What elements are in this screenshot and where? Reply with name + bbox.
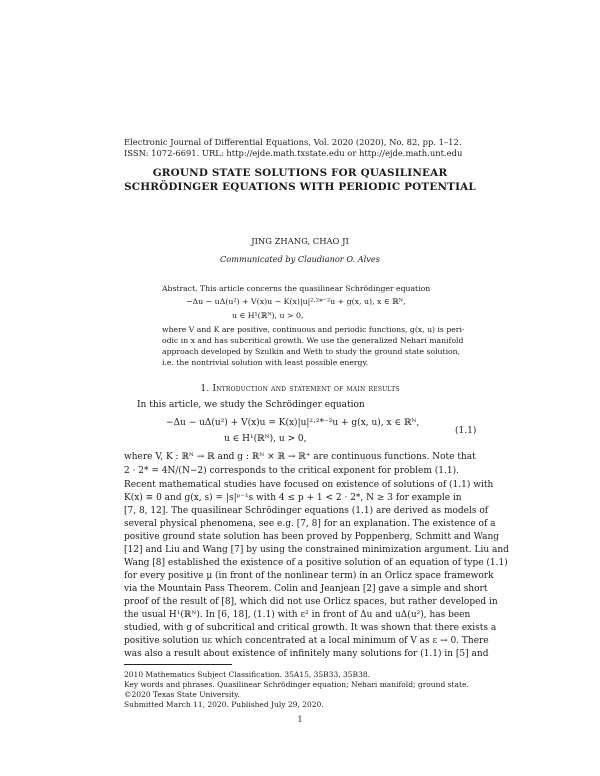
page-number: 1 xyxy=(297,715,303,724)
paper-title-line-2: SCHRÖDINGER EQUATIONS WITH PERIODIC POTENTIAL xyxy=(124,181,476,193)
abstract-line: approach developed by Szulkin and Weth to study the ground state solution, xyxy=(162,347,461,356)
body-line: [7, 8, 12]. The quasilinear Schrödinger equations (1.1) are derived as models of xyxy=(124,506,489,516)
body-line: positive solution uε which concentrated at a local minimum of V as ε → 0. There xyxy=(124,636,489,646)
intro-sentence: In this article, we study the Schrödinger equation xyxy=(137,400,365,410)
body-line: via the Mountain Pass Theorem. Colin and Jeanjean [2] gave a simple and short xyxy=(124,584,488,594)
journal-line: Electronic Journal of Differential Equations, Vol. 2020 (2020), No. 82, pp. 1–12. xyxy=(124,137,462,147)
equation-number: (1.1) xyxy=(455,426,477,436)
abstract-line: odic in x and has subcritical growth. We use the generalized Nehari manifold xyxy=(162,336,464,345)
footnote-msc: 2010 Mathematics Subject Classification. 35A15, 35B33, 35B38. xyxy=(124,670,370,679)
abstract-equation-line-2: u ∈ H¹(ℝᴺ), u > 0, xyxy=(232,311,304,320)
abstract-line: where V and K are positive, continuous and periodic functions, g(x, u) is peri- xyxy=(162,325,465,334)
equation-1-1-line-2: u ∈ H¹(ℝᴺ), u > 0, xyxy=(224,434,307,444)
body-line: several physical phenomena, see e.g. [7, 8] for an explanation. The existence of a xyxy=(124,519,496,529)
body-line: where V, K : ℝᴺ → ℝ and g : ℝᴺ × ℝ → ℝ⁺ are continuous functions. Note that xyxy=(124,452,476,462)
body-line: Recent mathematical studies have focused on existence of solutions of (1.1) with xyxy=(124,480,494,490)
body-line: [12] and Liu and Wang [7] by using the constrained minimization argument. Liu and xyxy=(124,545,509,555)
footnote-rule xyxy=(124,664,232,665)
body-line: studied, with g of subcritical and critical growth. It was shown that there exists a xyxy=(124,623,497,633)
authors: JING ZHANG, CHAO JI xyxy=(251,236,349,246)
body-line: Wang [8] established the existence of a positive solution of an equation of type (1.1) xyxy=(124,558,508,568)
footnote-keywords: Key words and phrases. Quasilinear Schrödinger equation; Nehari manifold; ground state. xyxy=(124,680,469,689)
body-line: was also a result about existence of infinitely many solutions for (1.1) in [5] and xyxy=(124,649,489,659)
paper-title-line-1: GROUND STATE SOLUTIONS FOR QUASILINEAR xyxy=(152,167,448,179)
body-line: for every positive μ (in front of the nonlinear term) in an Orlicz space framework xyxy=(124,571,494,581)
footnote-copyright: ©2020 Texas State University. xyxy=(124,690,240,699)
abstract-equation-line-1: −Δu − uΔ(u²) + V(x)u − K(x)|u|²·²*⁻²u + g(x, u), x ∈ ℝᴺ, xyxy=(186,297,406,306)
body-line: 2 · 2* = 4N/(N−2) corresponds to the critical exponent for problem (1.1). xyxy=(124,466,459,476)
body-line: K(x) ≡ 0 and g(x, s) = |s|ᵖ⁻¹s with 4 ≤ p + 1 < 2 · 2*, N ≥ 3 for example in xyxy=(124,493,462,503)
communicated-by: Communicated by Claudianor O. Alves xyxy=(220,254,380,264)
abstract-intro: Abstract. This article concerns the quasilinear Schrödinger equation xyxy=(162,284,431,293)
body-line: the usual H¹(ℝᴺ). In [6, 18], (1.1) with ε² in front of Δu and uΔ(u²), has been xyxy=(124,610,471,620)
footnote-dates: Submitted March 11, 2020. Published July 29, 2020. xyxy=(124,700,324,709)
body-line: positive ground state solution has been proved by Poppenberg, Schmitt and Wang xyxy=(124,532,500,542)
equation-1-1-line-1: −Δu − uΔ(u²) + V(x)u = K(x)|u|²·²*⁻²u + g(x, u), x ∈ ℝᴺ, xyxy=(166,418,420,428)
body-line: proof of the result of [8], which did not use Orlicz spaces, but rather developed in xyxy=(124,597,498,607)
abstract-line: i.e. the nontrivial solution with least possible energy. xyxy=(162,358,369,367)
issn-url-line: ISSN: 1072-6691. URL: http://ejde.math.txstate.edu or http://ejde.math.unt.edu xyxy=(124,148,463,158)
section-heading: 1. Introduction and statement of main results xyxy=(200,384,400,394)
